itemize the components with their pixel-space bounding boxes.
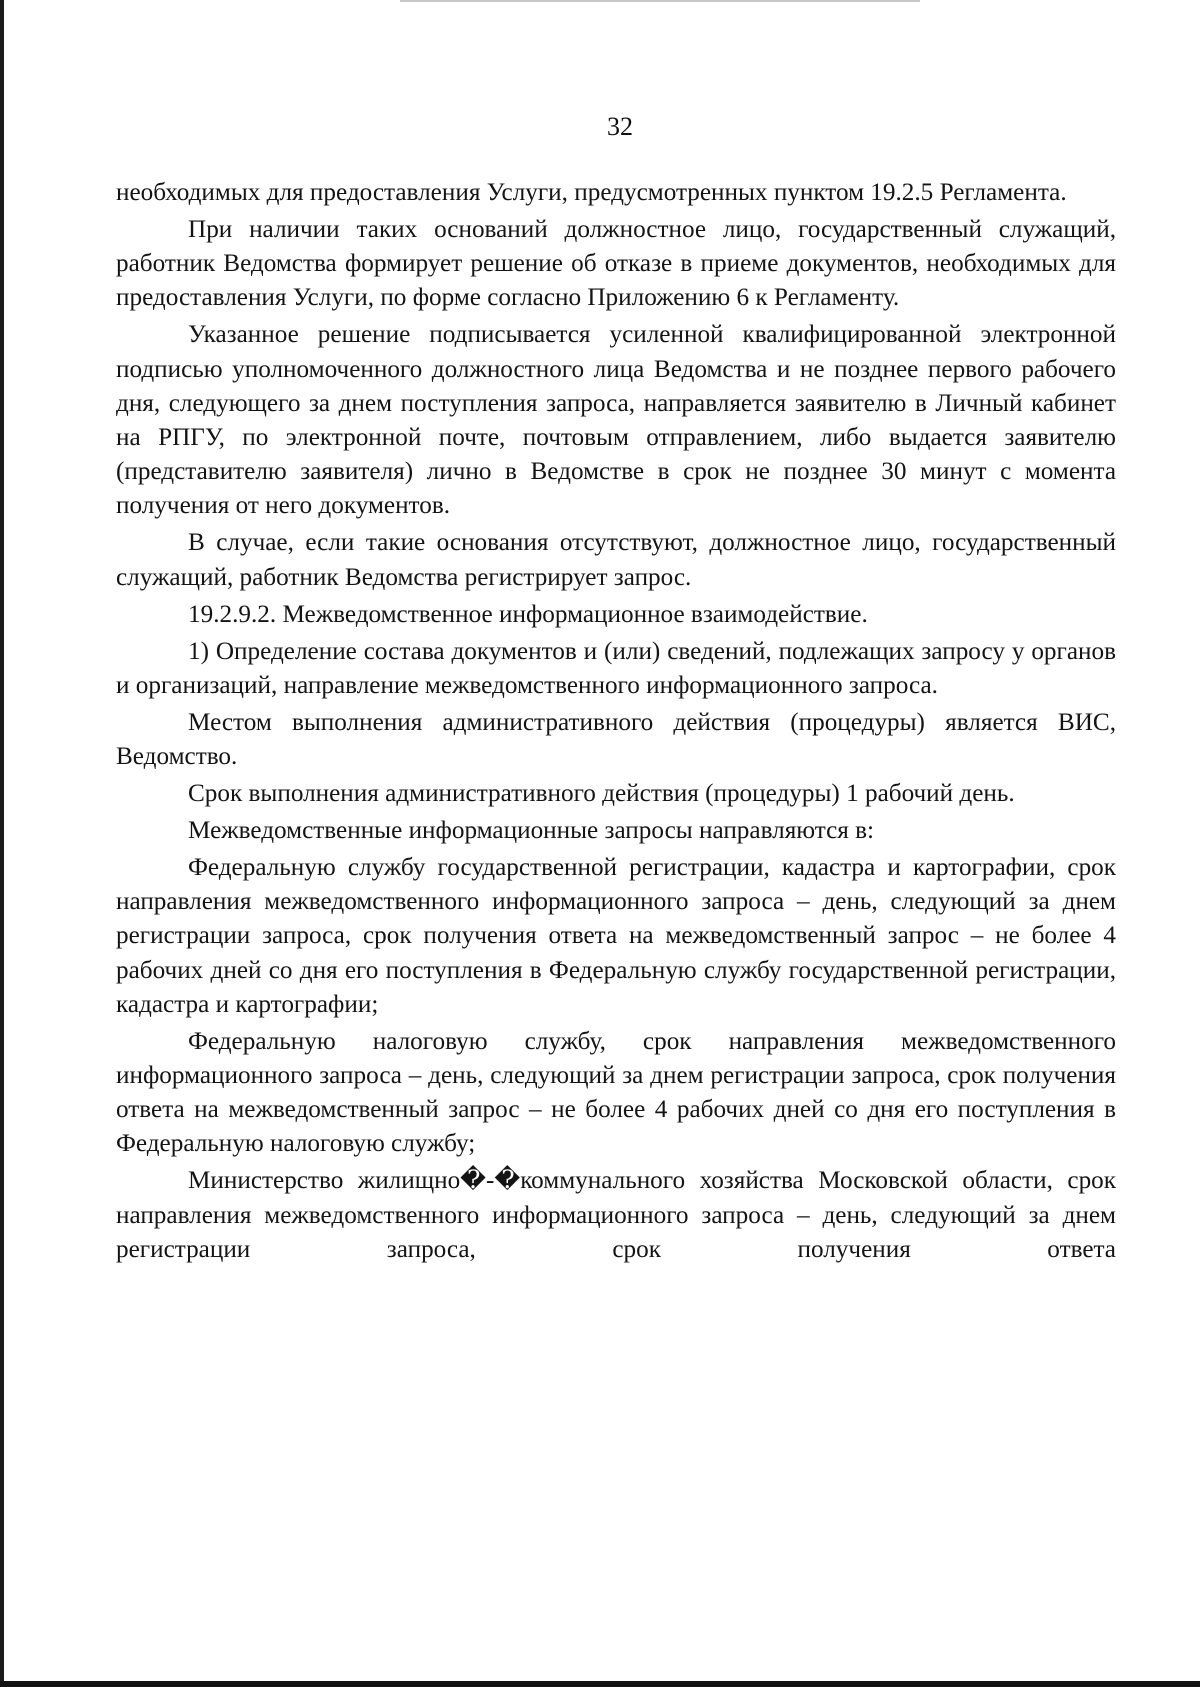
scan-top-rule bbox=[400, 0, 920, 2]
paragraph-rosreestr: Федеральную службу государственной регистрации, кадастра и картографии, срок направления межведомственного информационного запроса – день, следующий за днем регистрации запроса, срок получения ответа на межведомственный запрос – не более 4 рабочих дней со дня его поступления в Федеральную службу государственной регистрации, кадастра и картографии; bbox=[116, 854, 1116, 1018]
document-body bbox=[116, 176, 1116, 1270]
paragraph-refusal-grounds: При наличии таких оснований должностное лицо, государственный служащий, работник Ведомства формирует решение об отказе в приеме документов, необходимых для предоставления Услуги, по форме согласно Приложению 6 к Регламенту. bbox=[116, 216, 1116, 312]
paragraph-no-grounds: В случае, если такие основания отсутствуют, должностное лицо, государственный служащий, работник Ведомства регистрирует запрос. bbox=[116, 529, 1116, 591]
paragraph-item-1: 1) Определение состава документов и (или) сведений, подлежащих запросу у органов и организаций, направление межведомственного информационного запроса. bbox=[116, 637, 1116, 699]
paragraph-housing-ministry: Министерство жилищно�-�коммунального хозяйства Московской области, срок направления межведомственного информационного запроса – день, следующий за днем регистрации запроса, срок получения ответа bbox=[116, 1167, 1116, 1263]
scan-bottom-edge bbox=[0, 1681, 1200, 1687]
scan-left-edge bbox=[0, 0, 4, 1687]
paragraph-continuation: необходимых для предоставления Услуги, предусмотренных пунктом 19.2.5 Регламента. bbox=[116, 179, 1067, 206]
page-number: 32 bbox=[607, 112, 633, 141]
paragraph-tax-service: Федеральную налоговую службу, срок направления межведомственного информационного запроса – день, следующий за днем регистрации запроса, срок получения ответа на межведомственный запрос – не более 4 рабочих дней со дня его поступления в Федеральную налоговую службу; bbox=[116, 1027, 1116, 1158]
paragraph-place-of-action: Местом выполнения административного действия (процедуры) является ВИС, Ведомство. bbox=[116, 708, 1116, 771]
paragraph-section-heading: 19.2.9.2. Межведомственное информационное взаимодействие. bbox=[188, 600, 868, 628]
paragraph-requests-sent-to: Межведомственные информационные запросы направляются в: bbox=[188, 817, 875, 845]
paragraph-decision-signing: Указанное решение подписывается усиленной квалифицированной электронной подписью уполномоченного должностного лица Ведомства и не позднее первого рабочего дня, следующего за днем поступления запроса, направляется заявителю в Личный кабинет на РПГУ, по электронной почте, почтовым отправлением, либо выдается заявителю (представителю заявителя) лично в Ведомстве в срок не позднее 30 минут с момента получения от него документов. bbox=[116, 321, 1116, 520]
paragraph-action-term: Срок выполнения административного действия (процедуры) 1 рабочий день. bbox=[188, 780, 1015, 808]
